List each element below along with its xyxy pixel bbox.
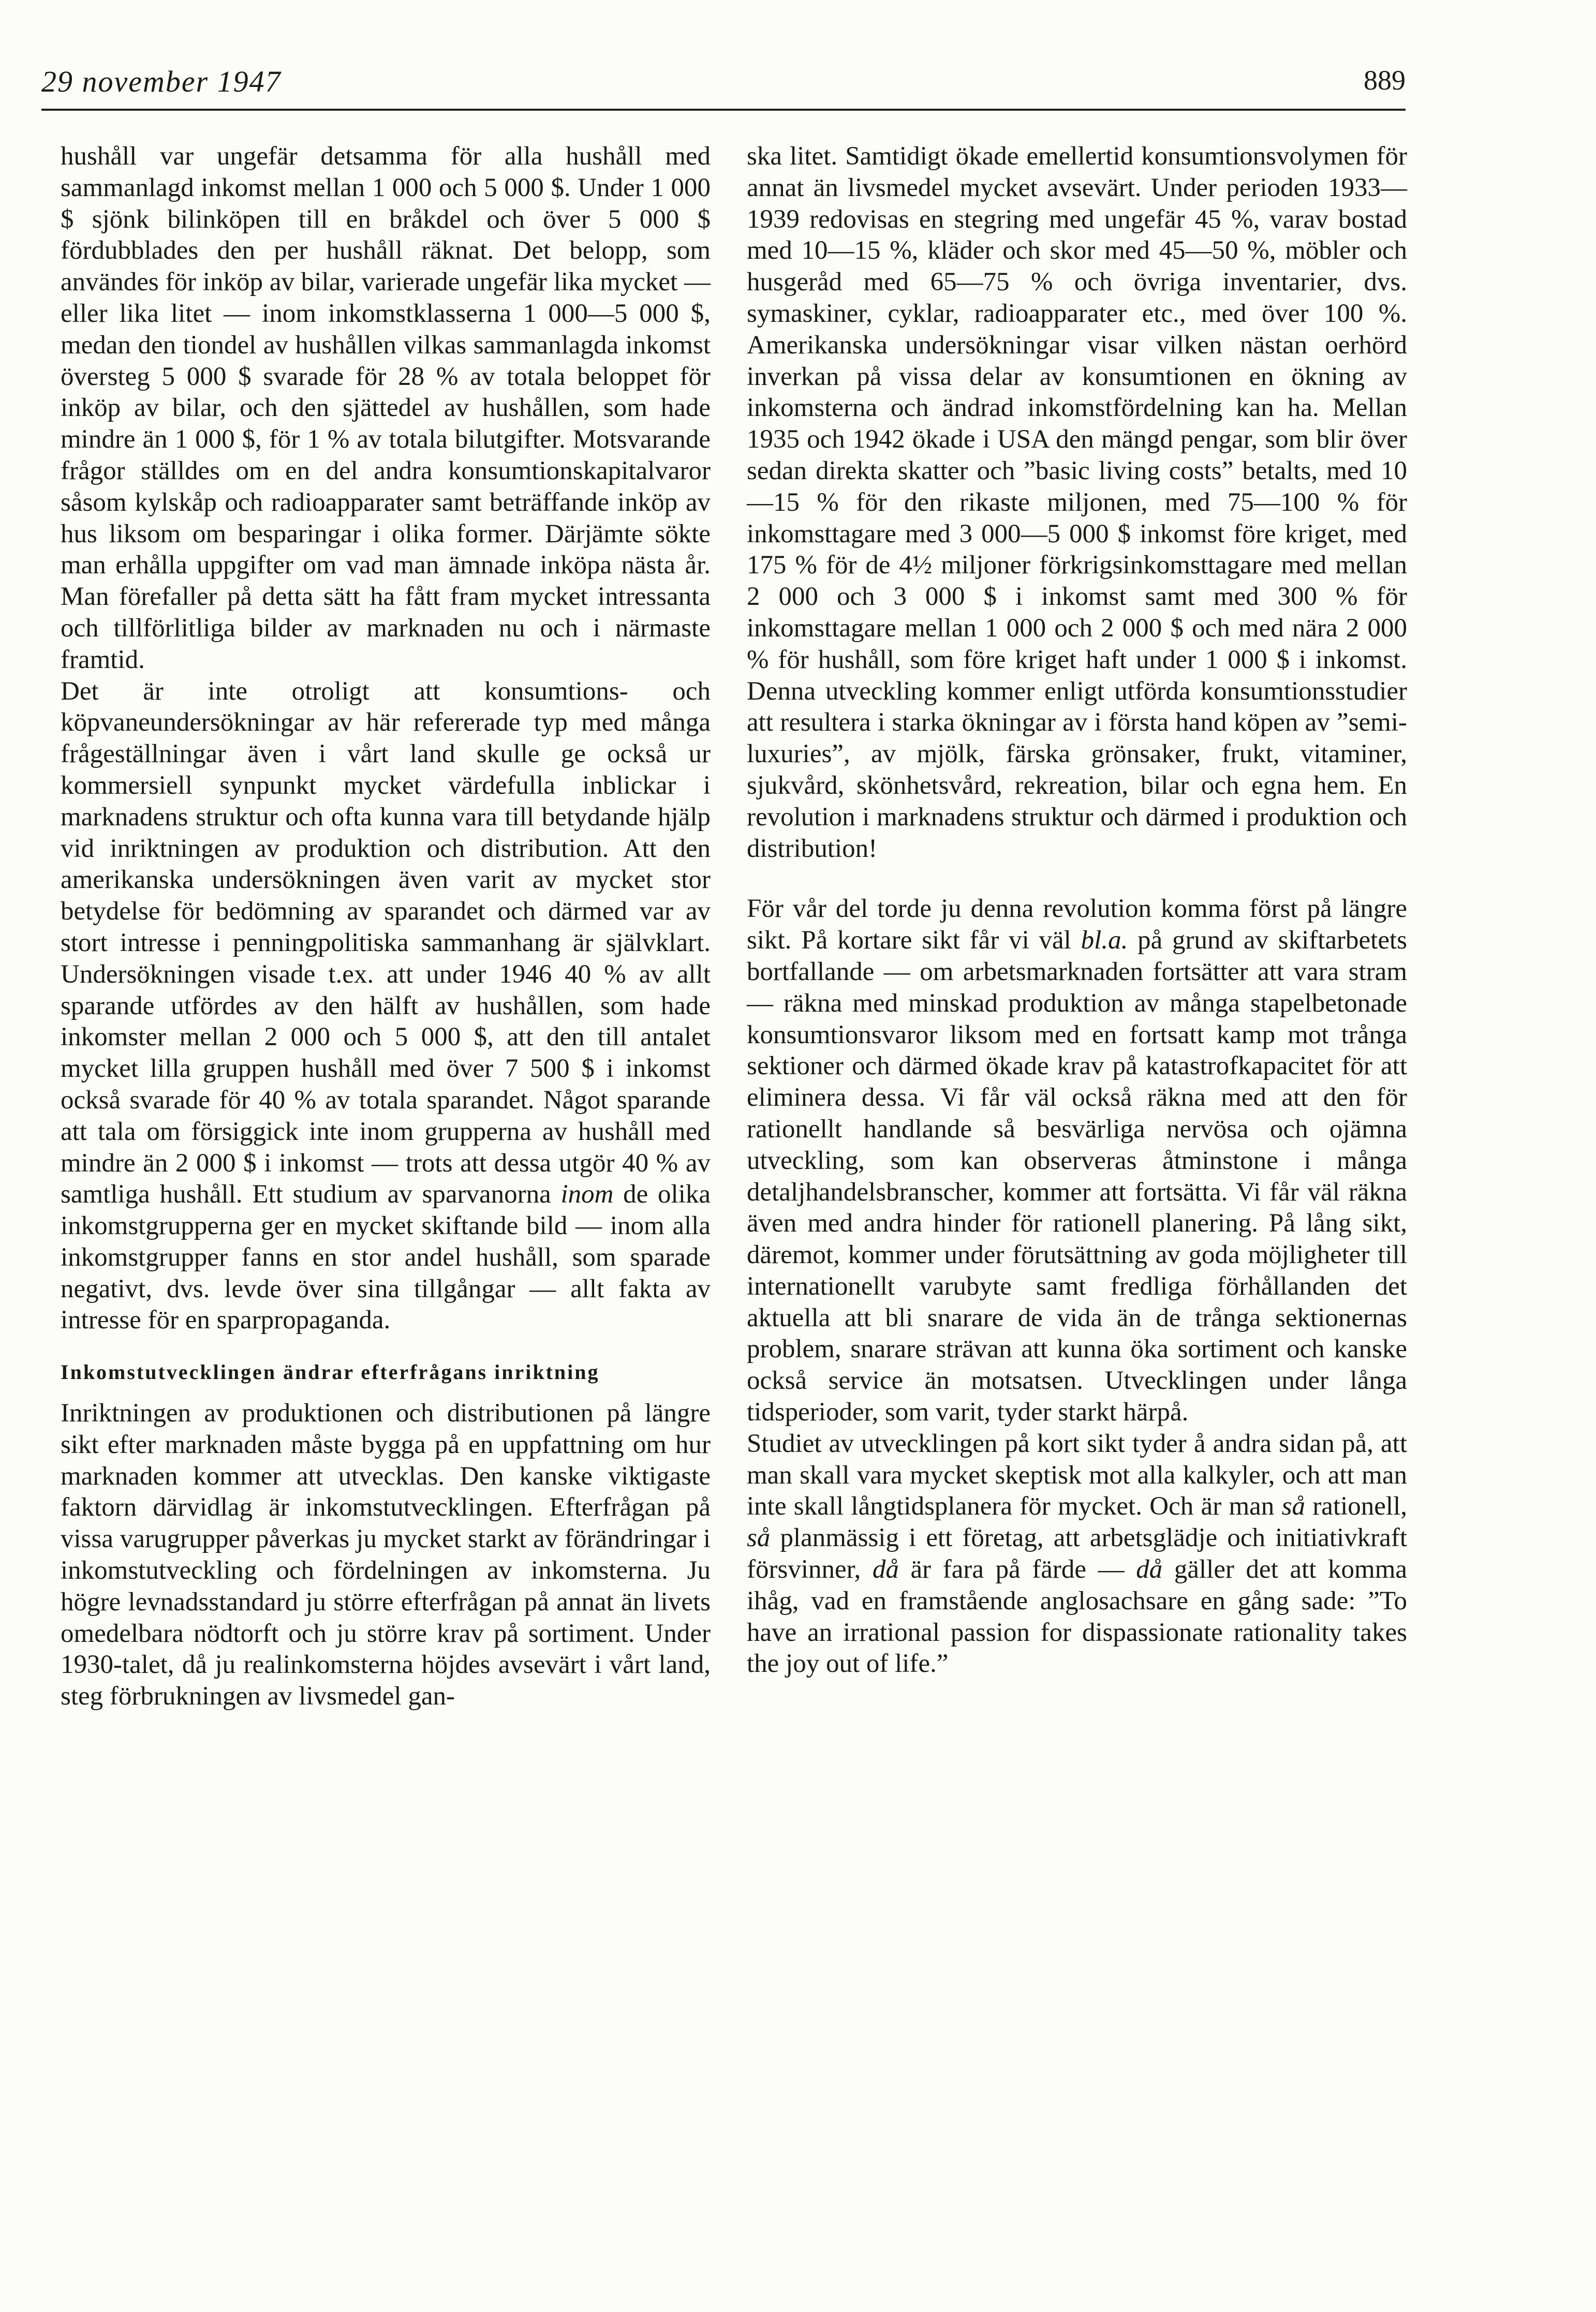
- emphasis-text: då: [1136, 1555, 1163, 1584]
- left-paragraph-3: Inriktningen av produktionen och distributionen på längre sikt efter marknaden måste bygga på en uppfattning om hur marknaden kommer att utvecklas. Den kanske viktigaste faktorn därvidlag är inkomstutvecklingen. Efterfrågan på vissa varugrupper påverkas ju mycket starkt av förändringar i inkomstutveckling och fördelningen av inkomsterna. Ju högre levnadsstandard ju större efterfrågan på annat än livets omedelbara nödtorft och ju större krav på sortiment. Under 1930-talet, då ju realinkomsterna höjdes avsevärt i vårt land, steg förbrukningen av livsmedel gan-: [61, 1399, 711, 1711]
- paragraph-gap: [747, 864, 1407, 893]
- left-paragraph-2: [61, 676, 711, 1337]
- text-run: planmässig i ett företag, att arbetsglädje och initiativkraft försvinner,: [747, 1523, 1407, 1584]
- right-paragraph-3: [747, 1428, 1407, 1680]
- section-subheading: Inkomstutvecklingen ändrar efterfrågans inriktning: [61, 1360, 600, 1384]
- text-run: är fara på färde —: [898, 1555, 1136, 1584]
- text-run: För vår del torde ju denna revolution komma först på längre sikt. På kortare sikt får vi väl: [747, 894, 1407, 955]
- emphasis-text: så: [1281, 1492, 1305, 1521]
- header-date: 29 november 1947: [41, 65, 282, 98]
- emphasis-text: inom: [560, 1180, 614, 1209]
- page-number: 889: [1364, 65, 1406, 96]
- text-run: Studiet av utvecklingen på kort sikt tyder å andra sidan på, att man skall vara mycket skeptisk mot alla kalkyler, och att man inte skall långtidsplanera för mycket. Och är man: [747, 1429, 1407, 1521]
- emphasis-text: så: [747, 1523, 771, 1553]
- left-column: [61, 141, 711, 1712]
- text-run: gäller det att komma ihåg, vad en framstående anglosachsare en gång sade: ”To have an irrational passion for dispassionate rationality takes the joy out of life.”: [747, 1555, 1408, 1679]
- text-run: rationell,: [1305, 1492, 1408, 1521]
- emphasis-text: då: [872, 1555, 899, 1584]
- right-paragraph-2: [747, 893, 1407, 1428]
- text-run: på grund av skiftarbetets bortfallande — om arbetsmarknaden fortsätter att vara stram — räkna med minskad produktion av många stapelbetonade konsumtionsvaror liksom med en fortsatt kamp mot trånga sektioner och därmed ökade krav på katastrofkapacitet för att eliminera dessa. Vi får väl också räkna med att den för rationellt handlande så besvärliga nervösa och ojämna utveckling, som kan observeras åtminstone i många detaljhandelsbranscher, kommer att fortsätta. Vi får väl räkna även med andra hinder för rationell planering. På lång sikt, däremot, kommer under förutsättning av goda möjligheter till internationellt varubyte samt fredliga förhållanden det aktuella att bli snarare de vida än de trånga sektionernas problem, snarare strävan att kunna öka sortiment och kanske också service än motsatsen. Utvecklingen under långa tidsperioder, som varit, tyder starkt härpå.: [747, 926, 1407, 1427]
- left-paragraph-1: hushåll var ungefär detsamma för alla hushåll med sammanlagd inkomst mellan 1 000 och 5 000 $. Under 1 000 $ sjönk bilinköpen till en bråkdel och över 5 000 $ fördubblades den per hushåll räknat. Det belopp, som användes för inköp av bilar, varierade ungefär lika mycket — eller lika litet — inom inkomstklasserna 1 000—5 000 $, medan den tiondel av hushållen vilkas sammanlagda inkomst översteg 5 000 $ svarade för 28 % av totala beloppet för inköp av bilar, och den sjättedel av hushållen, som hade mindre än 1 000 $, för 1 % av totala bilutgifter. Motsvarande frågor ställdes om en del andra konsumtionskapitalvaror såsom kylskåp och radioapparater samt beträffande inköp av hus liksom om besparingar i olika former. Därjämte sökte man erhålla uppgifter om vad man ämnade inköpa nästa år. Man förefaller på detta sätt ha fått fram mycket intressanta och tillförlitliga bilder av marknaden nu och i närmaste framtid.: [61, 142, 711, 674]
- emphasis-text: bl.a.: [1081, 926, 1128, 955]
- right-paragraph-1: ska litet. Samtidigt ökade emellertid konsumtionsvolymen för annat än livsmedel mycket avsevärt. Under perioden 1933—1939 redovisas en stegring med ungefär 45 %, varav bostad med 10—15 %, kläder och skor med 45—50 %, möbler och husgeråd med 65—75 % och övriga inventarier, dvs. symaskiner, cyklar, radioapparater etc., med över 100 %. Amerikanska undersökningar visar vilken nästan oerhörd inverkan på vissa delar av konsumtionen en ökning av inkomsterna och ändrad inkomstfördelning kan ha. Mellan 1935 och 1942 ökade i USA den mängd pengar, som blir över sedan direkta skatter och ”basic living costs” betalts, med 10—15 % för den rikaste miljonen, med 75—100 % för inkomsttagare med 3 000—5 000 $ inkomst före kriget, med 175 % för de 4½ miljoner förkrigsinkomsttagare med mellan 2 000 och 3 000 $ i inkomst samt med 300 % för inkomsttagare mellan 1 000 och 2 000 $ och med nära 2 000 % för hushåll, som före kriget haft under 1 000 $ i inkomst. Denna utveckling kommer enligt utförda konsumtionsstudier att resultera i starka ökningar av i första hand köpen av ”semi-luxuries”, av mjölk, färska grönsaker, frukt, vitaminer, sjukvård, skönhetsvård, rekreation, bilar och egna hem. En revolution i marknadens struktur och därmed i produktion och distribution!: [747, 142, 1407, 863]
- text-run: de olika inkomstgrupperna ger en mycket skiftande bild — inom alla inkomstgrupper fanns en stor andel hushåll, som sparade negativt, dvs. levde över sina tillgångar — allt fakta av intresse för en sparpropaganda.: [61, 1180, 711, 1335]
- text-run: Det är inte otroligt att konsumtions- och köpvaneundersökningar av här refererade typ med många frågeställningar även i vårt land skulle ge också ur kommersiell synpunkt mycket värdefulla inblickar i marknadens struktur och ofta kunna vara till betydande hjälp vid inriktningen av produktion och distribution. Att den amerikanska undersökningen även varit av mycket stor betydelse för bedömning av sparandet och därmed var av stort intresse i penningpolitiska sammanhang är självklart. Undersökningen visade t.ex. att under 1946 40 % av allt sparande utfördes av den hälft av hushållen, som hade inkomster mellan 2 000 och 5 000 $, att den till antalet mycket lilla gruppen hushåll med över 7 500 $ i inkomst också svarade för 40 % av totala sparandet. Något sparande att tala om försiggick inte inom grupperna av hushåll med mindre än 2 000 $ i inkomst — trots att dessa utgör 40 % av samtliga hushåll. Ett studium av sparvanorna: [61, 676, 711, 1209]
- right-column: [747, 141, 1407, 1680]
- page-header: [41, 41, 1406, 111]
